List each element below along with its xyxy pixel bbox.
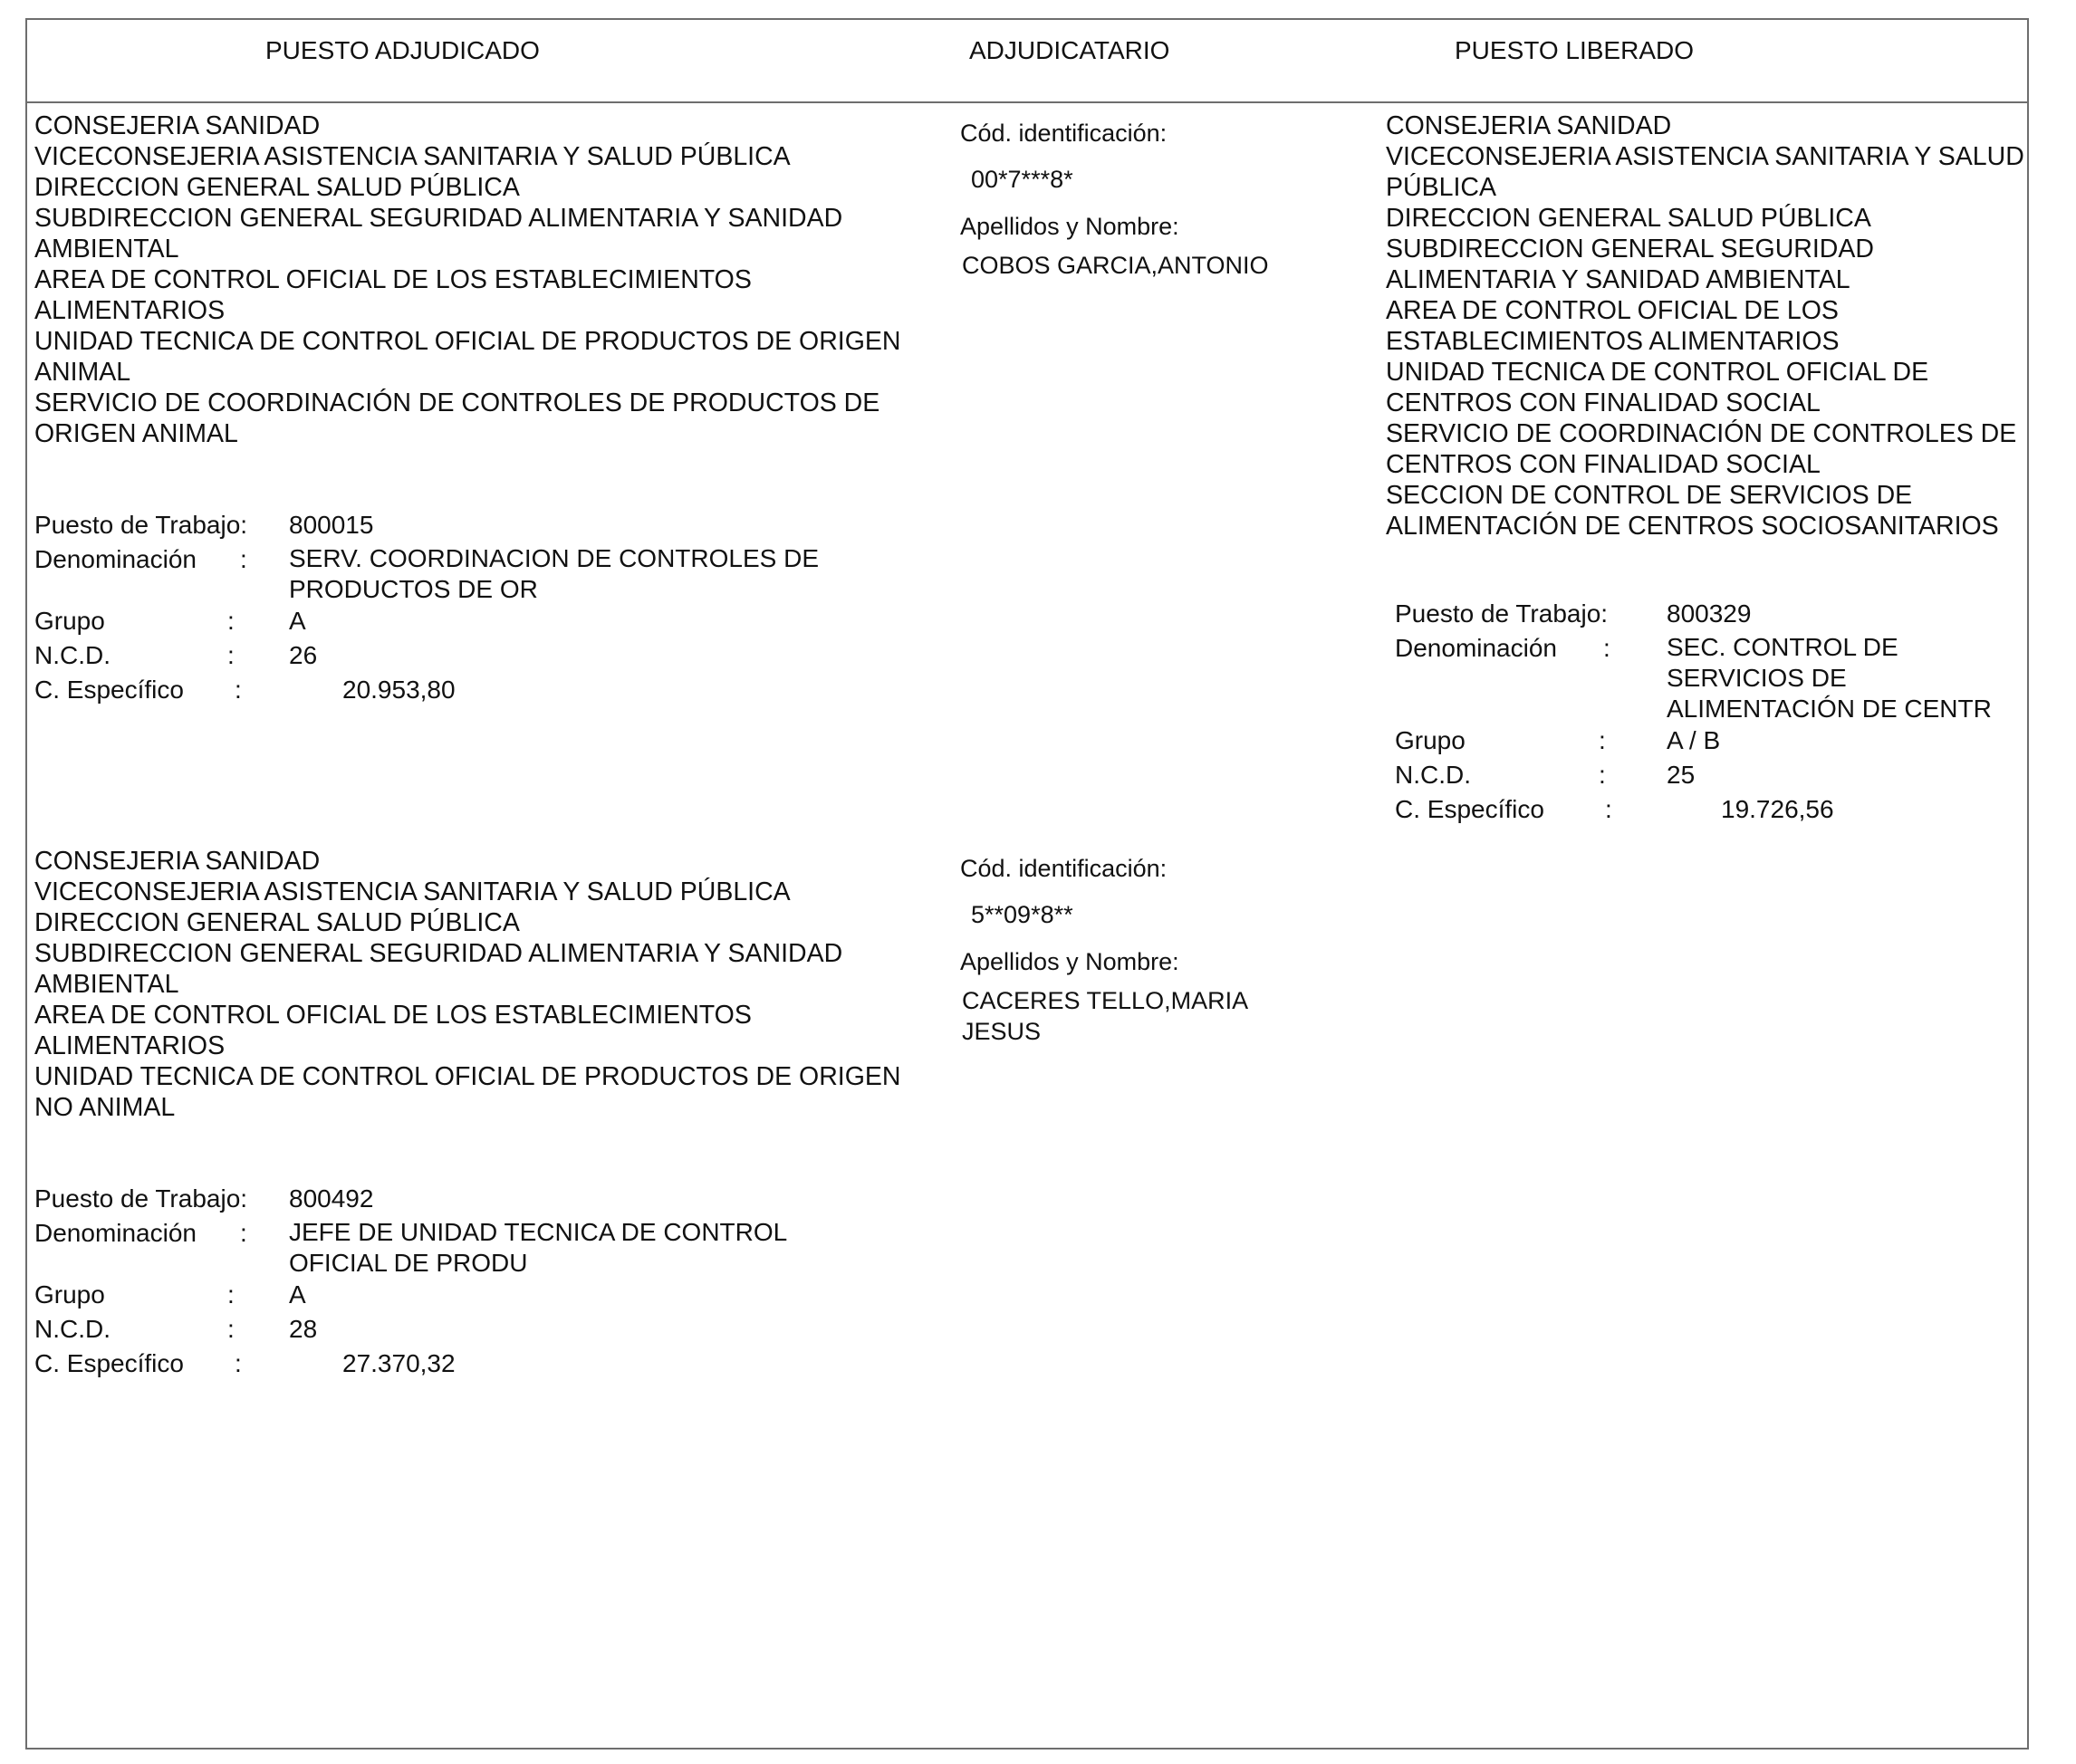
header-puesto-adjudicado: PUESTO ADJUDICADO [265, 36, 540, 64]
cod-identificacion-label: Cód. identificación: [960, 855, 1168, 882]
colon: : [1605, 795, 1612, 823]
org-line: AREA DE CONTROL OFICIAL DE LOS ESTABLECIMIENTOS ALIMENTARIOS [34, 1001, 752, 1060]
org-line: CONSEJERIA SANIDAD [1386, 111, 1672, 140]
apellidos-nombre-value: COBOS GARCIA,ANTONIO [962, 252, 1269, 279]
especifico-value: 19.726,56 [1721, 795, 1834, 823]
grupo-value: A [289, 1280, 306, 1309]
especifico-label: C. Específico [34, 676, 184, 704]
header-adjudicatario: ADJUDICATARIO [969, 36, 1170, 64]
row1-liberado-organization [1386, 110, 2038, 542]
colon: : [240, 1219, 247, 1247]
org-line: UNIDAD TECNICA DE CONTROL OFICIAL DE CENTROS CON FINALIDAD SOCIAL [1386, 358, 1929, 417]
colon: : [1603, 634, 1610, 662]
org-line: VICECONSEJERIA ASISTENCIA SANITARIA Y SALUD PÚBLICA [1386, 142, 2024, 202]
ncd-label: N.C.D. [1395, 761, 1471, 789]
grupo-value: A / B [1667, 726, 1721, 754]
header-divider [25, 101, 2029, 103]
ncd-value: 26 [289, 641, 318, 669]
denominacion-label: Denominación [1395, 634, 1557, 662]
apellidos-nombre-value: CACERES TELLO,MARIA JESUS [962, 987, 1247, 1045]
puesto-value: 800329 [1667, 599, 1752, 628]
grupo-label: Grupo [34, 607, 105, 635]
grupo-value: A [289, 607, 306, 635]
puesto-label: Puesto de Trabajo: [1395, 599, 1609, 628]
ncd-value: 25 [1667, 761, 1696, 789]
colon: : [227, 607, 235, 635]
colon: : [1599, 726, 1606, 754]
denominacion-label: Denominación [34, 545, 197, 573]
org-line: CONSEJERIA SANIDAD [34, 847, 321, 876]
puesto-label: Puesto de Trabajo: [34, 1184, 248, 1213]
denominacion-value: JEFE DE UNIDAD TECNICA DE CONTROL OFICIAL DE PRODU [289, 1218, 787, 1277]
especifico-label: C. Específico [34, 1349, 184, 1377]
org-line: UNIDAD TECNICA DE CONTROL OFICIAL DE PRODUCTOS DE ORIGEN NO ANIMAL [34, 1062, 901, 1122]
puesto-value: 800015 [289, 511, 374, 539]
ncd-value: 28 [289, 1315, 318, 1343]
ncd-label: N.C.D. [34, 1315, 111, 1343]
header-puesto-liberado: PUESTO LIBERADO [1455, 36, 1695, 64]
org-line: CONSEJERIA SANIDAD [34, 111, 321, 140]
puesto-label: Puesto de Trabajo: [34, 511, 248, 539]
cod-identificacion-value: 00*7***8* [971, 166, 1073, 193]
org-line: AREA DE CONTROL OFICIAL DE LOS ESTABLECIMIENTOS ALIMENTARIOS [34, 265, 752, 325]
row2-adjudicado-organization [34, 846, 904, 1123]
apellidos-nombre-label: Apellidos y Nombre: [960, 213, 1179, 240]
org-line: UNIDAD TECNICA DE CONTROL OFICIAL DE PRODUCTOS DE ORIGEN ANIMAL [34, 327, 901, 387]
especifico-value: 27.370,32 [342, 1349, 456, 1377]
colon: : [235, 676, 242, 704]
org-line: SERVICIO DE COORDINACIÓN DE CONTROLES DE PRODUCTOS DE ORIGEN ANIMAL [34, 388, 880, 448]
denominacion-label: Denominación [34, 1219, 197, 1247]
org-line: VICECONSEJERIA ASISTENCIA SANITARIA Y SALUD PÚBLICA [34, 877, 791, 906]
org-line: DIRECCION GENERAL SALUD PÚBLICA [1386, 204, 1871, 233]
colon: : [1599, 761, 1606, 789]
row1-adjudicado-organization [34, 110, 904, 449]
colon: : [235, 1349, 242, 1377]
denominacion-value: SEC. CONTROL DE SERVICIOS DE ALIMENTACIÓN DE CENTR [1667, 633, 1992, 723]
especifico-value: 20.953,80 [342, 676, 456, 704]
org-line: SECCION DE CONTROL DE SERVICIOS DE ALIMENTACIÓN DE CENTROS SOCIOSANITARIOS [1386, 481, 1999, 541]
denominacion-value: SERV. COORDINACION DE CONTROLES DE PRODUCTOS DE OR [289, 544, 820, 603]
colon: : [240, 545, 247, 573]
colon: : [227, 1280, 235, 1309]
org-line: SERVICIO DE COORDINACIÓN DE CONTROLES DE CENTROS CON FINALIDAD SOCIAL [1386, 419, 2017, 479]
org-line: SUBDIRECCION GENERAL SEGURIDAD ALIMENTARIA Y SANIDAD AMBIENTAL [34, 204, 843, 264]
org-line: DIRECCION GENERAL SALUD PÚBLICA [34, 908, 520, 937]
grupo-label: Grupo [1395, 726, 1466, 754]
colon: : [227, 641, 235, 669]
grupo-label: Grupo [34, 1280, 105, 1309]
org-line: SUBDIRECCION GENERAL SEGURIDAD ALIMENTARIA Y SANIDAD AMBIENTAL [34, 939, 843, 999]
org-line: AREA DE CONTROL OFICIAL DE LOS ESTABLECIMIENTOS ALIMENTARIOS [1386, 296, 1840, 356]
org-line: VICECONSEJERIA ASISTENCIA SANITARIA Y SALUD PÚBLICA [34, 142, 791, 171]
org-line: DIRECCION GENERAL SALUD PÚBLICA [34, 173, 520, 202]
apellidos-nombre-label: Apellidos y Nombre: [960, 948, 1179, 975]
cod-identificacion-label: Cód. identificación: [960, 120, 1168, 147]
colon: : [227, 1315, 235, 1343]
ncd-label: N.C.D. [34, 641, 111, 669]
cod-identificacion-value: 5**09*8** [971, 901, 1073, 928]
puesto-value: 800492 [289, 1184, 374, 1213]
especifico-label: C. Específico [1395, 795, 1544, 823]
org-line: SUBDIRECCION GENERAL SEGURIDAD ALIMENTARIA Y SANIDAD AMBIENTAL [1386, 235, 1874, 294]
